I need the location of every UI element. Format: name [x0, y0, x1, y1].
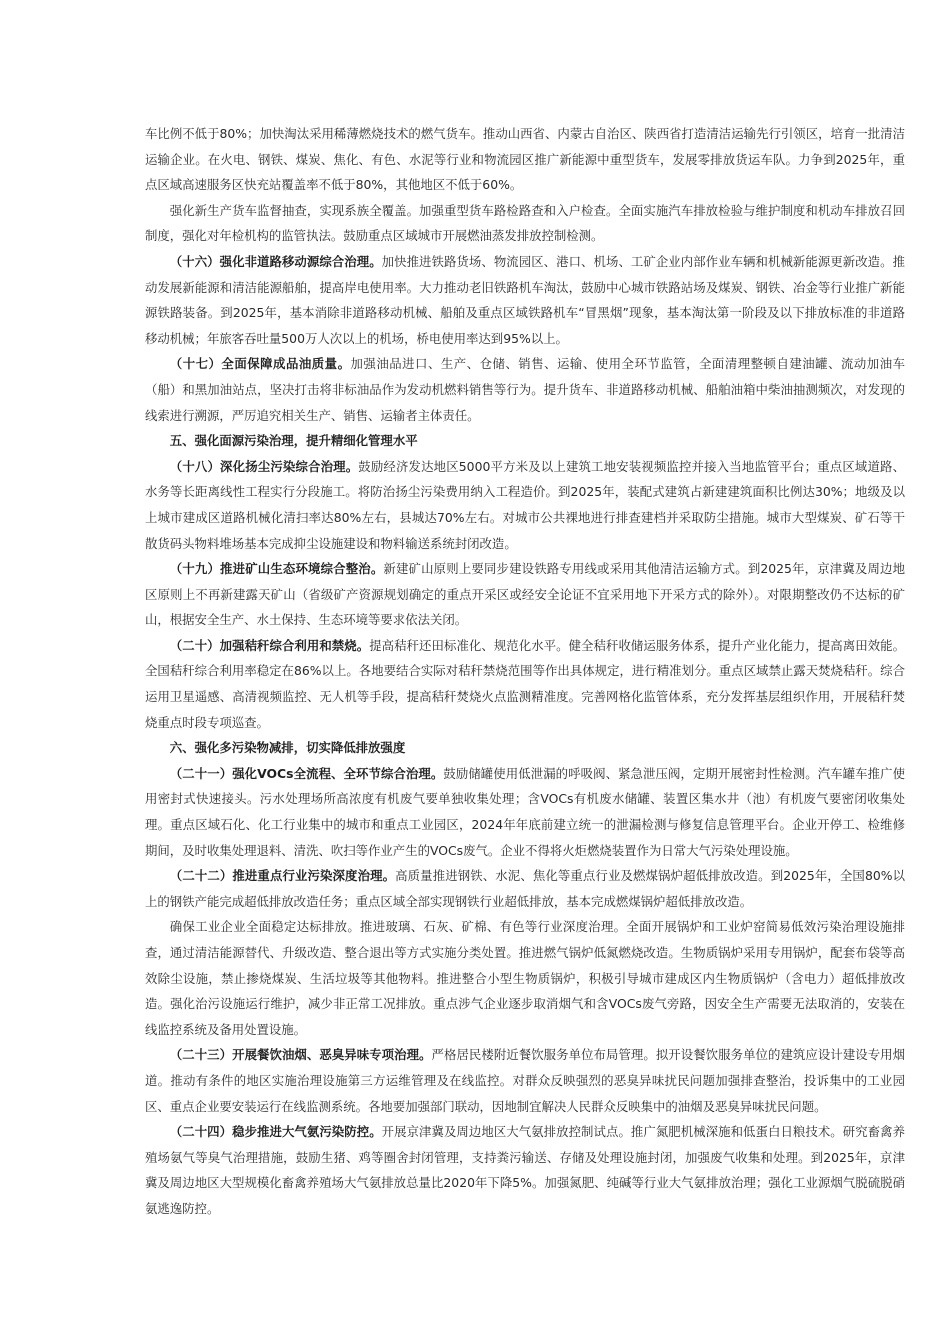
paragraph-item-18	[145, 454, 905, 556]
paragraph-item-23	[145, 1042, 905, 1119]
paragraph-text: 严格居民楼附近餐饮服务单位布局管理。拟开设餐饮服务单位的建筑应设计建设专用烟道。推动有条件的地区实施治理设施第三方运维管理及在线监控。对群众反映强烈的恶臭异味扰民问题加强排查整治，投诉集中的工业园区、重点企业要安装运行在线监测系统。各地要加强部门联动，因地制宜解决人民群众反映集中的油烟及恶臭异味扰民问题。	[145, 1047, 906, 1114]
paragraph-clean-freight	[145, 121, 905, 198]
item-heading: （二十三）开展餐饮油烟、恶臭异味专项治理。	[169, 1047, 432, 1063]
paragraph-text: 鼓励经济发达地区5000平方米及以上建筑工地安装视频监控并接入当地监管平台；重点区域道路、水务等长距离线性工程实行分段施工。将防治扬尘污染费用纳入工程造价。到2025年，装配式建筑占新建建筑面积比例达30%；地级及以上城市建成区道路机械化清扫率达80%左右，县城达70%左右。对城市公共裸地进行排查建档并采取防尘措施。城市大型煤炭、矿石等干散货码头物料堆场基本完成抑尘设施建设和物料输送系统封闭改造。	[145, 458, 905, 551]
paragraph-text: 加快推进铁路货场、物流园区、港口、机场、工矿企业内部作业车辆和机械新能源更新改造。推动发展新能源和清洁能源船舶，提高岸电使用率。大力推动老旧铁路机车淘汰，鼓励中心城市铁路站场及煤炭、钢铁、冶金等行业推广新能源铁路装备。到2025年，基本消除非道路移动机械、船舶及重点区域铁路机车“冒黑烟”现象，基本淘汰第一阶段及以下排放标准的非道路移动机械；年旅客吞吐量500万人次以上的机场，桥电使用率达到95%以上。	[145, 253, 905, 346]
paragraph-text: 强化新生产货车监督抽查，实现系族全覆盖。加强重型货车路检路查和入户检查。全面实施汽车排放检验与维护制度和机动车排放召回制度，强化对年检机构的监管执法。鼓励重点区域城市开展燃油蒸发排放控制检测。	[145, 202, 905, 244]
paragraph-text: 高质量推进钢铁、水泥、焦化等重点行业及燃煤锅炉超低排放改造。到2025年，全国80%以上的钢铁产能完成超低排放改造任务；重点区域全部实现钢铁行业超低排放，基本完成燃煤锅炉超低排放改造。	[145, 868, 906, 909]
paragraph-item-20	[145, 633, 905, 735]
item-heading: （二十四）稳步推进大气氨污染防控。	[169, 1124, 382, 1140]
paragraph-item-24	[145, 1119, 905, 1221]
paragraph-text: 鼓励储罐使用低泄漏的呼吸阀、紧急泄压阀，定期开展密封性检测。汽车罐车推广使用密封式快速接头。污水处理场所高浓度有机废气要单独收集处理；含VOCs有机废水储罐、装置区集水井（池）有机废气要密闭收集处理。重点区域石化、化工行业集中的城市和重点工业园区，2024年年底前建立统一的泄漏检测与修复信息管理平台。企业开停工、检维修期间，及时收集处理退料、清洗、吹扫等作业产生的VOCs废气。企业不得将火炬燃烧装置作为日常大气污染处理设施。	[145, 765, 906, 858]
paragraph-text: 确保工业企业全面稳定达标排放。推进玻璃、石灰、矿棉、有色等行业深度治理。全面开展锅炉和工业炉窑简易低效污染治理设施排查，通过清洁能源替代、升级改造、整合退出等方式实施分类处置。推进燃气锅炉低氮燃烧改造。生物质锅炉采用专用锅炉，配套布袋等高效除尘设施，禁止掺烧煤炭、生活垃圾等其他物料。推进整合小型生物质锅炉，积极引导城市建成区内生物质锅炉（含电力）超低排放改造。强化治污设施运行维护，减少非正常工况排放。重点涉气企业逐步取消烟气和含VOCs废气旁路，因安全生产需要无法取消的，安装在线监控系统及备用处置设施。	[145, 919, 905, 1037]
paragraph-item-22	[145, 863, 905, 914]
paragraph-text: 新建矿山原则上要同步建设铁路专用线或采用其他清洁运输方式。到2025年，京津冀及周边地区原则上不再新建露天矿山（省级矿产资源规划确定的重点开采区或经安全论证不宜采用地下开采方式的除外）。对限期整改仍不达标的矿山，根据安全生产、水土保持、生态环境等要求依法关闭。	[145, 561, 906, 628]
item-heading: （十八）深化扬尘污染综合治理。	[169, 458, 359, 474]
section-heading-5: 五、强化面源污染治理，提升精细化管理水平	[169, 433, 418, 449]
document-page	[145, 121, 905, 1222]
section-heading-6: 六、强化多污染物减排，切实降低排放强度	[169, 740, 406, 756]
item-heading: （十九）推进矿山生态环境综合整治。	[169, 561, 384, 577]
paragraph-text: 加强油品进口、生产、仓储、销售、运输、使用全环节监管，全面清理整顿自建油罐、流动加油车（船）和黑加油站点，坚决打击将非标油品作为发动机燃料销售等行为。提升货车、非道路移动机械、船舶油箱中柴油抽测频次，对发现的线索进行溯源，严厉追究相关生产、销售、运输者主体责任。	[145, 356, 905, 423]
paragraph-text: 开展京津冀及周边地区大气氨排放控制试点。推广氮肥机械深施和低蛋白日粮技术。研究畜禽养殖场氨气等臭气治理措施，鼓励生猪、鸡等圈舍封闭管理，支持粪污输送、存储及处理设施封闭，加强废气收集和处理。到2025年，京津冀及周边地区大型规模化畜禽养殖场大气氨排放总量比2020年下降5%。加强氮肥、纯碱等行业大气氨排放治理；强化工业源烟气脱硫脱硝氨逃逸防控。	[145, 1124, 905, 1216]
paragraph-item-17	[145, 351, 905, 428]
paragraph-text: 提高秸秆还田标准化、规范化水平。健全秸秆收储运服务体系，提升产业化能力，提高离田效能。全国秸秆综合利用率稳定在86%以上。各地要结合实际对秸秆禁烧范围等作出具体规定，进行精准划分。重点区域禁止露天焚烧秸秆。综合运用卫星遥感、高清视频监控、无人机等手段，提高秸秆焚烧火点监测精准度。完善网格化监管体系，充分发挥基层组织作用，开展秸秆焚烧重点时段专项巡查。	[145, 637, 906, 730]
paragraph-text: 车比例不低于80%；加快淘汰采用稀薄燃烧技术的燃气货车。推动山西省、内蒙古自治区、陕西省打造清洁运输先行引领区，培育一批清洁运输企业。在火电、钢铁、煤炭、焦化、有色、水泥等行业和物流园区推广新能源中重型货车，发展零排放货运车队。力争到2025年，重点区域高速服务区快充站覆盖率不低于80%，其他地区不低于60%。	[145, 126, 905, 193]
item-heading: （二十二）推进重点行业污染深度治理。	[169, 868, 396, 884]
paragraph-item-21	[145, 761, 905, 863]
item-heading: （二十）加强秸秆综合利用和禁烧。	[169, 637, 370, 653]
paragraph-item-19	[145, 556, 905, 633]
item-heading: （十六）强化非道路移动源综合治理。	[169, 253, 382, 269]
item-heading: （十七）全面保障成品油质量。	[169, 356, 351, 372]
paragraph-item-16	[145, 249, 905, 351]
paragraph-industrial-compliance	[145, 914, 905, 1042]
item-heading: （二十一）强化VOCs全流程、全环节综合治理。	[169, 765, 444, 781]
paragraph-truck-supervision	[145, 198, 905, 249]
